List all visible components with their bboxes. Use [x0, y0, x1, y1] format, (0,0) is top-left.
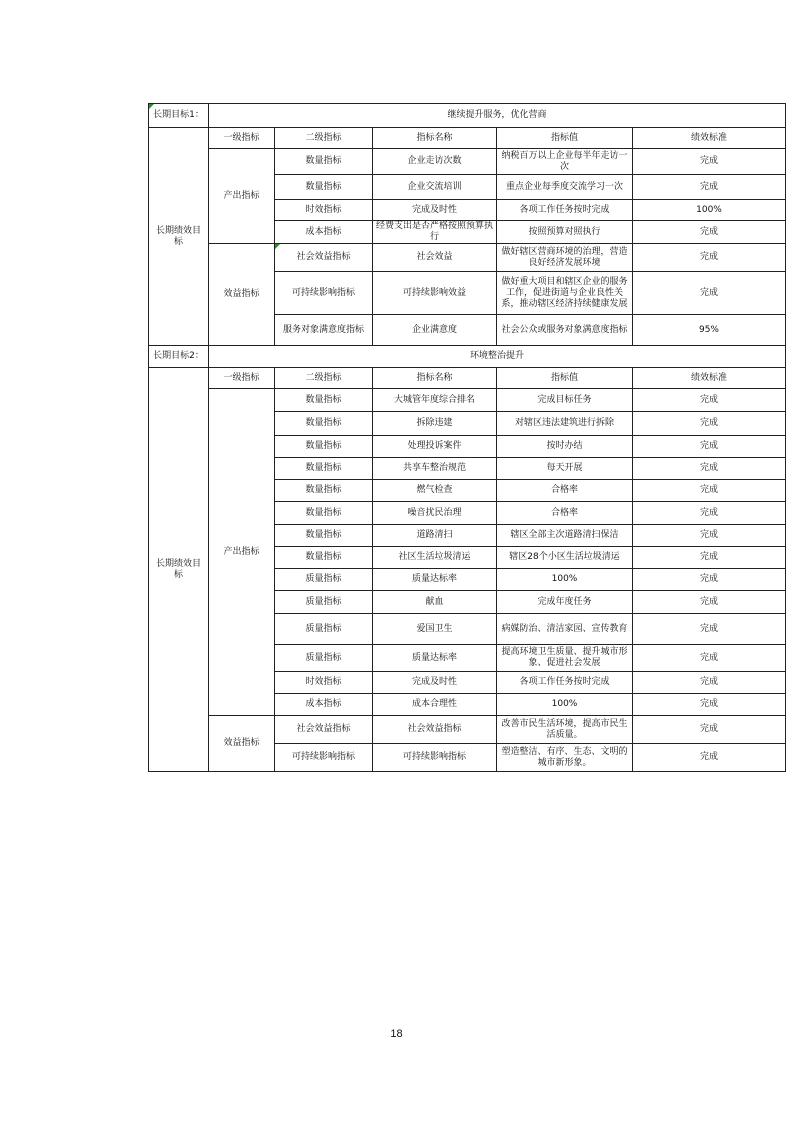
indicator-standard: 完成 — [633, 645, 786, 672]
indicator-standard: 完成 — [633, 716, 786, 744]
indicator-name: 社会效益 — [373, 244, 497, 272]
header-name: 指标名称 — [373, 368, 497, 389]
indicator-standard: 完成 — [633, 569, 786, 591]
second-indicator: 数量指标 — [275, 436, 373, 458]
indicator-standard: 完成 — [633, 149, 786, 175]
goal2-header-row — [149, 368, 786, 389]
goal2-label-cell: 长期目标2： — [149, 346, 209, 368]
indicator-name: 企业走访次数 — [373, 149, 497, 175]
indicator-standard: 完成 — [633, 436, 786, 458]
table-row — [149, 244, 786, 272]
indicator-standard: 完成 — [633, 175, 786, 200]
second-indicator: 社会效益指标 — [275, 716, 373, 744]
second-indicator: 数量指标 — [275, 389, 373, 412]
goal2-title-row — [149, 346, 786, 368]
indicator-standard: 100% — [633, 200, 786, 221]
indicator-standard: 完成 — [633, 614, 786, 645]
indicator-value: 塑造整洁、有序、生态、文明的城市新形象。 — [497, 744, 633, 772]
indicator-standard: 完成 — [633, 458, 786, 480]
indicator-value: 按照预算对照执行 — [497, 221, 633, 244]
goal1-benefit-label: 效益指标 — [209, 244, 275, 346]
indicator-value: 辖区28个小区生活垃圾清运 — [497, 547, 633, 569]
indicator-name: 拆除违建 — [373, 412, 497, 436]
indicator-standard: 完成 — [633, 272, 786, 315]
indicator-value: 各项工作任务按时完成 — [497, 672, 633, 694]
goal2-title: 环境整治提升 — [209, 346, 786, 368]
second-indicator: 时效指标 — [275, 672, 373, 694]
second-indicator: 社会效益指标 — [275, 244, 373, 272]
indicator-name: 完成及时性 — [373, 672, 497, 694]
indicator-standard: 95% — [633, 315, 786, 346]
indicator-value: 社会公众或服务对象满意度指标 — [497, 315, 633, 346]
second-indicator: 数量指标 — [275, 525, 373, 547]
indicator-value: 纳税百万以上企业每半年走访一次 — [497, 149, 633, 175]
indicator-standard: 完成 — [633, 502, 786, 525]
second-indicator: 数量指标 — [275, 175, 373, 200]
header-standard: 绩效标准 — [633, 128, 786, 149]
goal1-title: 继续提升服务，优化营商 — [209, 104, 786, 128]
indicator-value: 改善市民生活环境，提高市民生活质量。 — [497, 716, 633, 744]
goal2-benefit-label: 效益指标 — [209, 716, 275, 772]
table-row — [149, 716, 786, 744]
indicator-value: 100% — [497, 569, 633, 591]
indicator-value: 辖区全部主次道路清扫保洁 — [497, 525, 633, 547]
indicator-name: 企业满意度 — [373, 315, 497, 346]
goal1-header-row — [149, 128, 786, 149]
indicator-standard: 完成 — [633, 672, 786, 694]
second-indicator: 质量指标 — [275, 614, 373, 645]
indicator-standard: 完成 — [633, 694, 786, 716]
page-number: 18 — [390, 1028, 403, 1040]
indicator-name: 道路清扫 — [373, 525, 497, 547]
indicator-name: 爱国卫生 — [373, 614, 497, 645]
indicator-standard: 完成 — [633, 412, 786, 436]
indicator-name: 社区生活垃圾清运 — [373, 547, 497, 569]
indicator-value: 对辖区违法建筑进行拆除 — [497, 412, 633, 436]
performance-goals-table — [148, 103, 786, 772]
indicator-standard: 完成 — [633, 525, 786, 547]
indicator-value: 病媒防治、清洁家园、宣传教育 — [497, 614, 633, 645]
second-indicator: 数量指标 — [275, 412, 373, 436]
indicator-name: 社会效益指标 — [373, 716, 497, 744]
indicator-standard: 完成 — [633, 389, 786, 412]
goal1-output-label: 产出指标 — [209, 149, 275, 244]
indicator-name: 可持续影响效益 — [373, 272, 497, 315]
indicator-value: 提高环境卫生质量、提升城市形象、促进社会发展 — [497, 645, 633, 672]
header-value: 指标值 — [497, 128, 633, 149]
goal1-label-cell: 长期目标1： — [149, 104, 209, 128]
indicator-standard: 完成 — [633, 591, 786, 614]
indicator-value: 重点企业每季度交流学习一次 — [497, 175, 633, 200]
indicator-value: 按时办结 — [497, 436, 633, 458]
second-indicator: 数量指标 — [275, 149, 373, 175]
second-indicator: 质量指标 — [275, 591, 373, 614]
goal1-title-row — [149, 104, 786, 128]
indicator-name: 质量达标率 — [373, 569, 497, 591]
indicator-name: 成本合理性 — [373, 694, 497, 716]
indicator-name: 共享车整治规范 — [373, 458, 497, 480]
second-indicator: 数量指标 — [275, 480, 373, 502]
header-level2: 二级指标 — [275, 128, 373, 149]
table-row — [149, 389, 786, 412]
goal2-output-label: 产出指标 — [209, 389, 275, 716]
header-standard: 绩效标准 — [633, 368, 786, 389]
indicator-name: 献血 — [373, 591, 497, 614]
indicator-standard: 完成 — [633, 221, 786, 244]
header-level1: 一级指标 — [209, 128, 275, 149]
indicator-value: 完成目标任务 — [497, 389, 633, 412]
header-value: 指标值 — [497, 368, 633, 389]
second-indicator: 成本指标 — [275, 221, 373, 244]
indicator-name: 企业交流培训 — [373, 175, 497, 200]
goal1-section-label: 长期绩效目标 — [149, 128, 209, 346]
indicator-value: 完成年度任务 — [497, 591, 633, 614]
goal2-section-label: 长期绩效目标 — [149, 368, 209, 772]
indicator-name: 噪音扰民治理 — [373, 502, 497, 525]
comment-marker-icon — [149, 104, 154, 109]
header-name: 指标名称 — [373, 128, 497, 149]
indicator-standard: 完成 — [633, 244, 786, 272]
second-indicator: 数量指标 — [275, 458, 373, 480]
indicator-value: 做好重大项目和辖区企业的服务工作，促进街道与企业良性关系，推动辖区经济持续健康发展 — [497, 272, 633, 315]
second-indicator: 时效指标 — [275, 200, 373, 221]
indicator-standard: 完成 — [633, 744, 786, 772]
header-level2: 二级指标 — [275, 368, 373, 389]
indicator-value: 合格率 — [497, 480, 633, 502]
header-level1: 一级指标 — [209, 368, 275, 389]
indicator-standard: 完成 — [633, 547, 786, 569]
indicator-standard: 完成 — [633, 480, 786, 502]
indicator-name: 大城管年度综合排名 — [373, 389, 497, 412]
second-indicator: 服务对象满意度指标 — [275, 315, 373, 346]
second-indicator: 质量指标 — [275, 645, 373, 672]
second-indicator: 数量指标 — [275, 502, 373, 525]
indicator-name: 经费支出是否严格按照预算执行 — [373, 221, 497, 244]
indicator-name: 可持续影响指标 — [373, 744, 497, 772]
comment-marker-icon — [275, 244, 280, 249]
second-indicator: 数量指标 — [275, 547, 373, 569]
table-row — [149, 149, 786, 175]
indicator-value: 做好辖区营商环境的治理，营造良好经济发展环境 — [497, 244, 633, 272]
second-indicator: 成本指标 — [275, 694, 373, 716]
indicator-name: 质量达标率 — [373, 645, 497, 672]
second-indicator: 质量指标 — [275, 569, 373, 591]
indicator-value: 每天开展 — [497, 458, 633, 480]
indicator-name: 燃气检查 — [373, 480, 497, 502]
second-indicator: 可持续影响指标 — [275, 744, 373, 772]
indicator-value: 100% — [497, 694, 633, 716]
indicator-name: 完成及时性 — [373, 200, 497, 221]
indicator-name: 处理投诉案件 — [373, 436, 497, 458]
indicator-value: 合格率 — [497, 502, 633, 525]
second-indicator: 可持续影响指标 — [275, 272, 373, 315]
indicator-value: 各项工作任务按时完成 — [497, 200, 633, 221]
